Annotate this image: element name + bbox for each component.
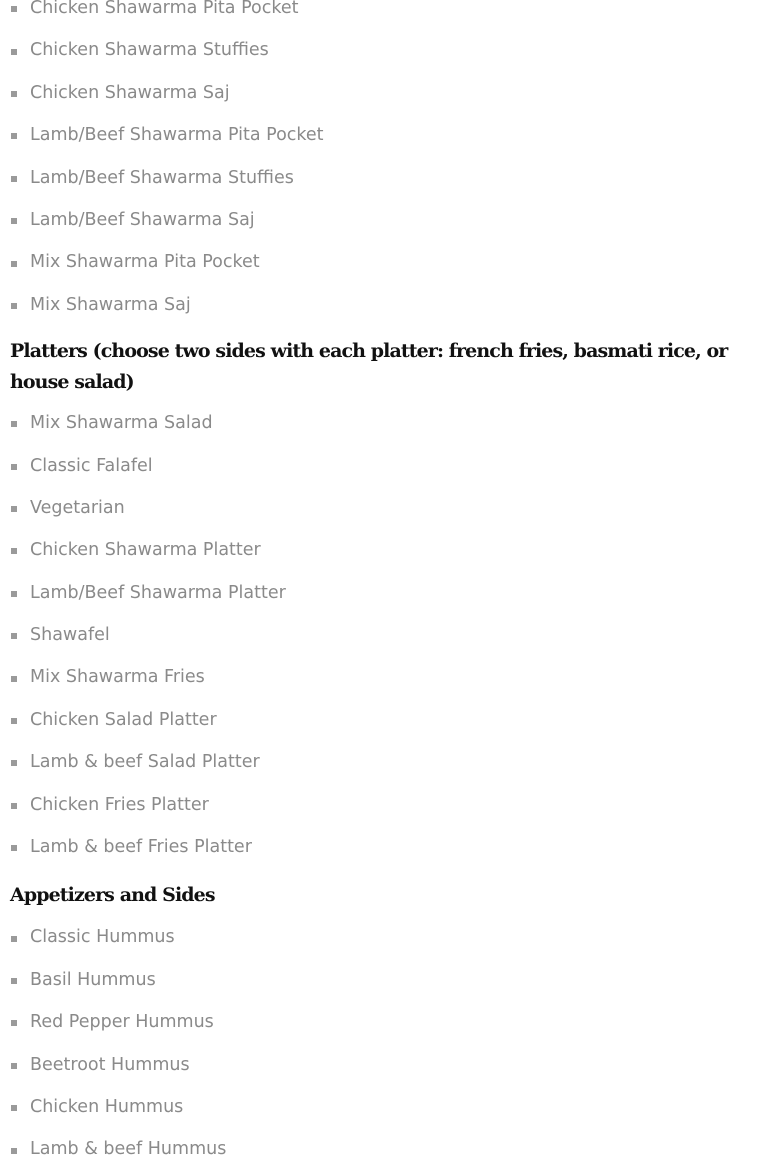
platters-list	[0, 402, 774, 868]
list-item	[0, 1044, 774, 1086]
appetizers-list	[0, 916, 774, 1170]
list-item	[0, 959, 774, 1001]
list-item	[0, 114, 774, 156]
square-bullet-icon	[11, 1063, 17, 1069]
list-item-label: Chicken Shawarma Saj	[30, 82, 230, 103]
list-item-label: Classic Falafel	[30, 455, 153, 476]
platters-heading: Platters (choose two sides with each platter: french fries, basmati rice, or house salad)	[10, 340, 728, 394]
square-bullet-icon	[11, 718, 17, 724]
list-item	[0, 699, 774, 741]
square-bullet-icon	[11, 936, 17, 942]
square-bullet-icon	[11, 91, 17, 97]
list-item-label: Shawafel	[30, 625, 110, 646]
list-item-label: Vegetarian	[30, 497, 125, 518]
list-item-label: Beetroot Hummus	[30, 1054, 190, 1075]
list-item	[0, 529, 774, 571]
list-item-label: Lamb/Beef Shawarma Saj	[30, 209, 255, 230]
square-bullet-icon	[11, 548, 17, 554]
shawarma-list	[0, 0, 774, 326]
list-item	[0, 1128, 774, 1170]
list-item-label: Lamb/Beef Shawarma Pita Pocket	[30, 125, 324, 146]
list-item	[0, 402, 774, 444]
list-item-label: Mix Shawarma Fries	[30, 667, 205, 688]
square-bullet-icon	[11, 591, 17, 597]
list-item	[0, 826, 774, 868]
square-bullet-icon	[11, 506, 17, 512]
list-item	[0, 199, 774, 241]
square-bullet-icon	[11, 803, 17, 809]
square-bullet-icon	[11, 464, 17, 470]
square-bullet-icon	[11, 421, 17, 427]
list-item-label: Chicken Hummus	[30, 1096, 184, 1117]
square-bullet-icon	[11, 133, 17, 139]
square-bullet-icon	[11, 1020, 17, 1026]
square-bullet-icon	[11, 218, 17, 224]
appetizers-heading: Appetizers and Sides	[10, 884, 215, 907]
list-item-label: Classic Hummus	[30, 927, 175, 948]
list-item	[0, 487, 774, 529]
list-item	[0, 1001, 774, 1043]
square-bullet-icon	[11, 49, 17, 55]
list-item-label: Mix Shawarma Pita Pocket	[30, 252, 260, 273]
square-bullet-icon	[11, 176, 17, 182]
list-item	[0, 157, 774, 199]
square-bullet-icon	[11, 676, 17, 682]
square-bullet-icon	[11, 1148, 17, 1154]
list-item	[0, 741, 774, 783]
square-bullet-icon	[11, 261, 17, 267]
list-item-label: Chicken Shawarma Pita Pocket	[30, 0, 299, 18]
square-bullet-icon	[11, 1105, 17, 1111]
square-bullet-icon	[11, 6, 17, 12]
list-item-label: Lamb & beef Hummus	[30, 1139, 227, 1160]
list-item	[0, 29, 774, 71]
list-item-label: Mix Shawarma Saj	[30, 294, 191, 315]
list-item-label: Chicken Fries Platter	[30, 794, 209, 815]
list-item	[0, 572, 774, 614]
list-item-label: Chicken Shawarma Platter	[30, 540, 261, 561]
list-item	[0, 241, 774, 283]
list-item-label: Lamb & beef Fries Platter	[30, 837, 252, 858]
list-item	[0, 916, 774, 958]
list-item	[0, 284, 774, 326]
square-bullet-icon	[11, 845, 17, 851]
list-item-label: Basil Hummus	[30, 969, 156, 990]
list-item	[0, 656, 774, 698]
square-bullet-icon	[11, 633, 17, 639]
list-item-label: Chicken Shawarma Stuffies	[30, 40, 269, 61]
list-item	[0, 614, 774, 656]
list-item-label: Lamb/Beef Shawarma Platter	[30, 582, 286, 603]
list-item	[0, 445, 774, 487]
list-item-label: Chicken Salad Platter	[30, 709, 217, 730]
list-item	[0, 72, 774, 114]
list-item	[0, 0, 774, 29]
list-item-label: Lamb & beef Salad Platter	[30, 752, 260, 773]
list-item	[0, 1086, 774, 1128]
list-item	[0, 784, 774, 826]
square-bullet-icon	[11, 303, 17, 309]
list-item-label: Mix Shawarma Salad	[30, 413, 213, 434]
square-bullet-icon	[11, 978, 17, 984]
square-bullet-icon	[11, 760, 17, 766]
list-item-label: Lamb/Beef Shawarma Stuffies	[30, 167, 294, 188]
list-item-label: Red Pepper Hummus	[30, 1012, 214, 1033]
